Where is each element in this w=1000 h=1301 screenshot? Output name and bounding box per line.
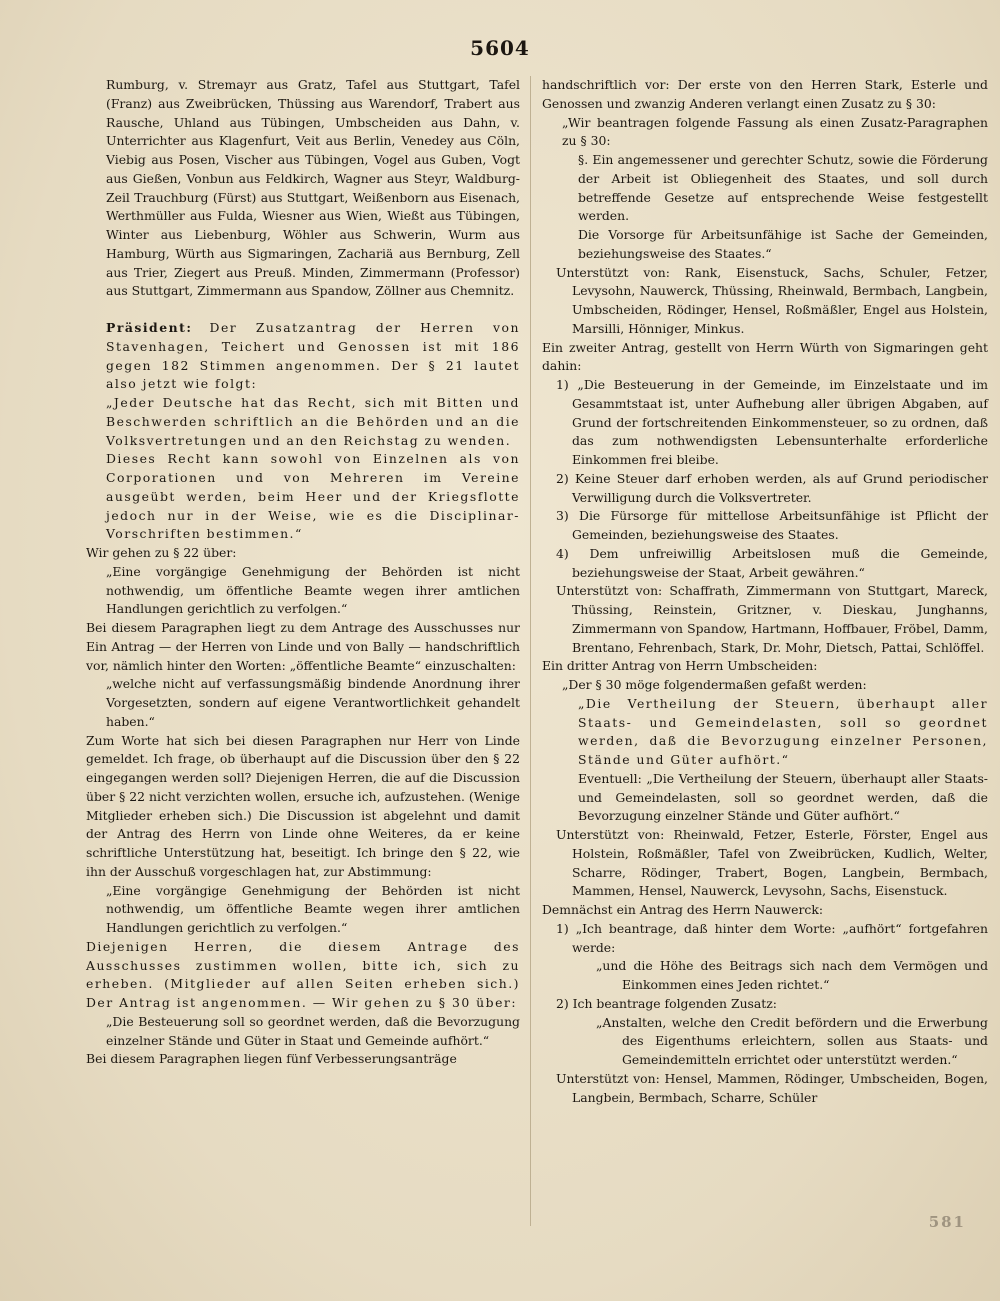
amendment-4-item-2-quote: „Anstalten, welche den Credit befördern und die Erwerbung des Eigenthums erleichtern, sollen aus Staats- und Gemeindemitteln errichtet oder unterstützt werden.“ <box>596 1014 988 1067</box>
amendment-1-para-2: Die Vorsorge für Arbeitsunfähige ist Sache der Gemeinden, beziehungsweise des Staates.“ <box>578 227 988 261</box>
amendment-1-para-1: §. Ein angemessener und gerechter Schutz, sowie die Förderung der Arbeit ist Obliegenheit des Staates, und soll durch betreffende Gesetze auf entsprechende Weise festgestellt werden. <box>578 152 988 224</box>
page-number: 5604 <box>470 36 530 60</box>
column-divider <box>530 76 531 1226</box>
amendment-2-item: 4) Dem unfreiwillig Arbeitslosen muß die Gemeinde, beziehungsweise der Staat, Arbeit gewähren.“ <box>556 545 988 580</box>
amendment-1-context: handschriftlich vor: Der erste von den Herren Stark, Esterle und Genossen und zwanzig Anderen verlangt einen Zusatz zu § 30: <box>542 77 988 111</box>
section-21-text-b: Dieses Recht kann sowohl von Einzelnen als von Corporationen und von Mehreren im Vereine ausgeübt werden, beim Heer und der Kriegsflotte jedoch nur in der Weise, wie es die Disciplinar-Vorschriften bestimmen.“ <box>106 451 520 542</box>
president-paragraph <box>86 319 520 394</box>
left-column <box>86 76 520 1069</box>
amendment-2-item: 2) Keine Steuer darf erhoben werden, als auf Grund periodischer Verwilligung durch die Volksvertreter. <box>556 470 988 505</box>
amendment-4-supporters: Unterstützt von: Hensel, Mammen, Rödinger, Umbscheiden, Bogen, Langbein, Bermbach, Scharre, Schüler <box>556 1070 988 1105</box>
section-22-debate: Zum Worte hat sich bei diesen Paragraphen nur Herr von Linde gemeldet. Ich frage, ob überhaupt auf die Discussion über den § 22 eingegangen werden soll? Diejenigen Herren, die auf die Discussion über § 22 nicht verzichten wollen, ersuche ich, aufzustehen. (Wenige Mitglieder erheben sich.) Die Discussion ist abgelehnt und damit der Antrag des Herrn von Linde ohne Weiteres, da er keine schriftliche Unterstützung hat, beseitigt. Ich bringe den § 22, wie ihn der Ausschuß vorgeschlagen hat, zur Abstimmung: <box>86 732 520 879</box>
section-22-intro: Wir gehen zu § 22 über: <box>86 545 237 560</box>
amendment-1-supporters: Unterstützt von: Rank, Eisenstuck, Sachs, Schuler, Fetzer, Levysohn, Nauwerck, Thüssing, Rheinwald, Bermbach, Langbein, Umbscheiden, Rödinger, Hensel, Roßmäßler, Engel aus Holstein, Marsilli, Hönniger, Minkus. <box>556 264 988 336</box>
speaker-label: Präsident: <box>106 320 193 335</box>
amendment-4-item-1: 1) „Ich beantrage, daß hinter dem Worte: „aufhört“ fortgefahren werde: <box>556 920 988 955</box>
amendment-3-supporters: Unterstützt von: Rheinwald, Fetzer, Esterle, Förster, Engel aus Holstein, Roßmäßler, Tafel von Zweibrücken, Kudlich, Welter, Scharre, Rödinger, Trabert, Bogen, Langbein, Bermbach, Mammen, Hensel, Nauwerck, Levysohn, Sachs, Eisenstuck. <box>556 827 988 899</box>
amendment-3-intro: Ein dritter Antrag von Herrn Umbscheiden: <box>542 658 818 674</box>
amendment-2-item: 1) „Die Besteuerung in der Gemeinde, im Einzelstaate und im Gesammtstaat ist, unter Aufhebung aller übrigen Abgaben, auf Grund der fortschreitenden Einkommensteuer, so zu ordnen, daß das zum nothwendigsten Lebensunterhalte erforderliche Einkommen frei bleibe. <box>556 377 988 467</box>
president-statement: Der Zusatzantrag der Herren von Stavenhagen, Teichert und Genossen ist mit 186 gegen 182 Stimmen angenommen. Der § 21 lautet also jetzt wie folgt: <box>106 320 520 392</box>
vote-name-list: Rumburg, v. Stremayr aus Gratz, Tafel aus Stuttgart, Tafel (Franz) aus Zweibrücken, Thüssing aus Warendorf, Trabert aus Rausche, Uhland aus Tübingen, Umbscheiden aus Dahn, v. Unterrichter aus Klagenfurt, Veit aus Berlin, Venedey aus Cöln, Viebig aus Posen, Vischer aus Tübingen, Vogel aus Guben, Vogt aus Gießen, Vonbun aus Feldkirch, Wagner aus Steyr, Waldburg-Zeil Trauchburg (Fürst) aus Stuttgart, Weißenborn aus Eisenach, Werthmüller aus Fulda, Wiesner aus Wien, Wießt aus Tübingen, Winter aus Liebenburg, Wöhler aus Schwerin, Wurm aus Hamburg, Würth aus Sigmaringen, Zachariä aus Bernburg, Zell aus Trier, Ziegert aus Preuß. Minden, Zimmermann (Professor) aus Stuttgart, Zimmermann aus Spandow, Zöllner aus Chemnitz. <box>106 77 520 299</box>
bleed-through-mark: 581 <box>928 1213 966 1231</box>
amendment-2-supporters: Unterstützt von: Schaffrath, Zimmermann von Stuttgart, Mareck, Thüssing, Reinstein, Gritzner, v. Dieskau, Junghanns, Zimmermann von Spandow, Hartmann, Hoffbauer, Fröbel, Damm, Brentano, Fehrenbach, Stark, Dr. Mohr, Dietsch, Pattai, Schlöffel. <box>556 583 988 655</box>
amendment-2-item: 3) Die Fürsorge für mittellose Arbeitsunfähige ist Pflicht der Gemeinden, beziehungsweise des Staates. <box>556 508 988 542</box>
amendment-4-intro: Demnächst ein Antrag des Herrn Nauwerck: <box>542 902 824 917</box>
amendment-1-intro: „Wir beantragen folgende Fassung als einen Zusatz-Paragraphen zu § 30: <box>562 114 988 149</box>
section-22-quote: „Eine vorgängige Genehmigung der Behörden ist nicht nothwendig, um öffentliche Beamte wegen ihrer amtlichen Handlungen gerichtlich zu verfolgen.“ <box>106 563 520 617</box>
section-21-text-a: „Jeder Deutsche hat das Recht, sich mit Bitten und Beschwerden schriftlich an die Behörden und an die Volksvertretungen und an den Reichstag zu wenden. <box>106 395 520 448</box>
amendment-4-item-1-quote: „und die Höhe des Beitrags sich nach dem Vermögen und Einkommen eines Jeden richtet.“ <box>596 958 988 992</box>
section-22-insertion: „welche nicht auf verfassungsmäßig bindende Anordnung ihrer Vorgesetzten, sondern auf eigene Verantwortlichkeit gehandelt haben.“ <box>106 676 520 729</box>
section-22-quote-vote: „Eine vorgängige Genehmigung der Behörden ist nicht nothwendig, um öffentliche Beamte wegen ihrer amtlichen Handlungen gerichtlich zu verfolgen.“ <box>106 882 520 935</box>
right-column <box>542 76 988 1107</box>
section-30-amendments-intro: Bei diesem Paragraphen liegen fünf Verbesserungsanträge <box>86 1051 457 1067</box>
amendment-2-intro: Ein zweiter Antrag, gestellt von Herrn Würth von Sigmaringen geht dahin: <box>542 339 988 374</box>
amendment-3-eventual: Eventuell: „Die Vertheilung der Steuern, überhaupt aller Staats- und Gemeindelasten, soll so geordnet werden, daß die Bevorzugung einzelner Stände und Güter aufhört.“ <box>578 770 988 824</box>
amendment-3-lead: „Der § 30 möge folgendermaßen gefaßt werden: <box>562 677 867 692</box>
amendment-4-item-2: 2) Ich beantrage folgenden Zusatz: <box>556 995 777 1011</box>
section-22-vote: Diejenigen Herren, die diesem Antrage des Ausschusses zustimmen wollen, bitte ich, sich zu erheben. (Mitglieder auf allen Seiten erheben sich.) Der Antrag ist angenommen. — Wir gehen zu § 30 über: <box>86 938 520 1010</box>
section-30-quote: „Die Besteuerung soll so geordnet werden, daß die Bevorzugung einzelner Stände und Güter in Staat und Gemeinde aufhört.“ <box>106 1013 520 1048</box>
amendment-3-text: „Die Vertheilung der Steuern, überhaupt aller Staats- und Gemeindelasten, soll so geordnet werden, daß die Bevorzugung einzelner Personen, Stände und Güter aufhört.“ <box>578 695 988 767</box>
section-22-amendment: Bei diesem Paragraphen liegt zu dem Antrage des Ausschusses nur Ein Antrag — der Herren von Linde und von Bally — handschriftlich vor, nämlich hinter den Worten: „öffentliche Beamte“ einzuschalten: <box>86 620 520 673</box>
